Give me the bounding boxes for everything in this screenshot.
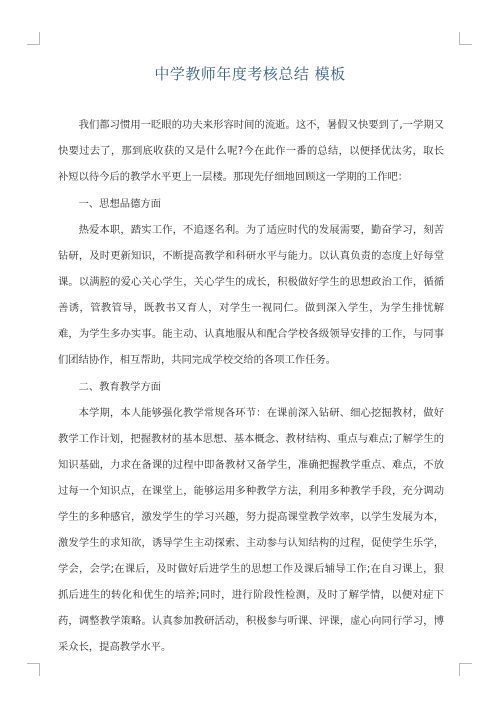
crop-mark-top-right [459,32,472,45]
section-heading-ideology: 一、思想品德方面 [78,198,161,210]
document-body [58,112,444,660]
paragraph-ideology: 热爱本职，踏实工作，不追逐名利。为了适应时代的发展需要，勤奋学习，刻苦钻研，及时更新知识，不断提高教学和科研水平与能力。以认真负责的态度上好每堂课。以满腔的爱心关心学生，关心学生的成长，积极做好学生的思想政治工作，循循善诱，管教管导，既教书又育人，对学生一视同仁。做到深入学生，为学生排忧解难，为学生多办实事。能主动、认真地服从和配合学校各级领导安排的工作，与同事们团结协作，相互帮助，共同完成学校交给的各项工作任务。 [58,224,444,366]
paragraph-teaching: 本学期，本人能够强化教学常规各环节：在课前深入钻研、细心挖掘教材，做好教学工作计划，把握教材的基本思想、基本概念、教材结构、重点与难点;了解学生的知识基础，力求在备课的过程中即备教材又备学生，准确把握教学重点、难点，不放过每一个知识点，在课堂上，能够运用多种教学方法，利用多种教学手段，充分调动学生的多种感官，激发学生的学习兴趣，努力提高课堂教学效率，以学生发展为本，激发学生的求知欲，诱导学生主动探索、主动参与认知结构的过程，促使学生乐学，学会，会学;在课后，及时做好后进学生的思想工作及课后辅导工作;在自习课上，狠抓后进生的转化和优生的培养;同时，进行阶段性检测，及时了解学情，以便对症下药，调整教学策略。认真参加教研活动，积极参与听课、评课，虚心向同行学习，博采众长，提高教学水平。 [58,407,444,653]
crop-mark-bottom-left [27,663,40,676]
paragraph-intro: 我们都习惯用一眨眼的功夫来形容时间的流逝。这不，暑假又快要到了,一学期又快要过去了，那到底收获的又是什么呢?今在此作一番的总结，以便择优汰劣，取长补短以待今后的教学水平更上一层楼。那现先仔细地回顾这一学期的工作吧： [58,119,444,183]
document-title: 中学教师年度考核总结 模板 [154,65,346,83]
section-heading-teaching: 二、教育教学方面 [78,381,161,393]
crop-mark-bottom-right [459,663,472,676]
crop-mark-top-left [27,32,40,45]
